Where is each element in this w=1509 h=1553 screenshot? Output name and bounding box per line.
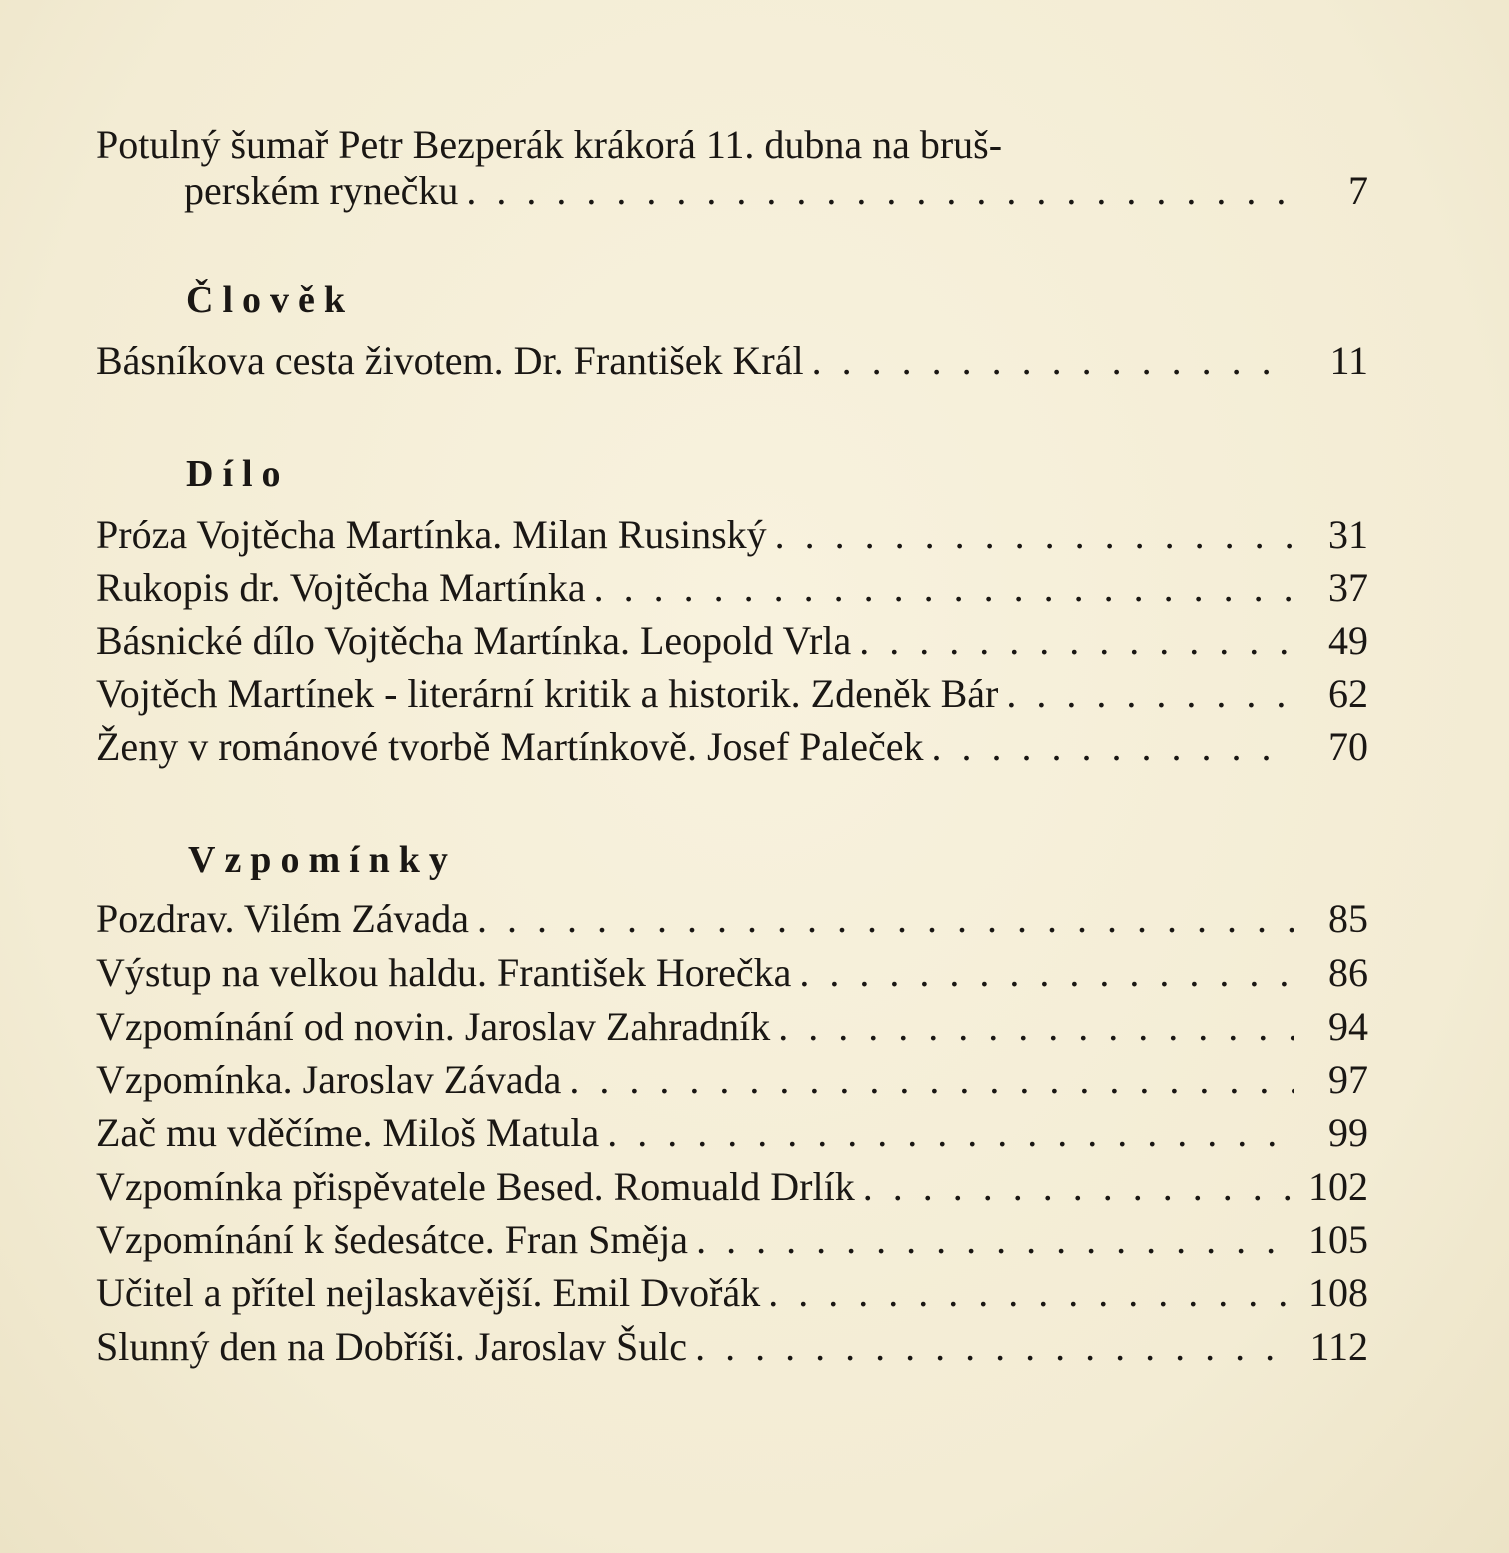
toc-entry-title: Ženy v románové tvorbě Martínkově. Josef Paleček: [96, 724, 924, 769]
toc-entry: [96, 614, 1368, 668]
dot-leader: [1006, 667, 1294, 721]
toc-entry: [96, 164, 1368, 218]
page-number: 99: [1328, 1110, 1368, 1155]
dot-leader: [778, 1000, 1294, 1054]
toc-entry: [96, 1320, 1368, 1374]
toc-entry: [96, 892, 1368, 946]
toc-entry-title: Výstup na velkou haldu. František Horečka: [96, 950, 792, 995]
toc-entry: [96, 1266, 1368, 1320]
dot-leader: [932, 720, 1294, 774]
page-number: 7: [1348, 168, 1368, 213]
toc-entry: [96, 667, 1368, 721]
toc-entry: [96, 720, 1368, 774]
toc-entry: [96, 561, 1368, 615]
dot-leader: [859, 614, 1294, 668]
page-number: 31: [1328, 512, 1368, 557]
toc-entry-title: Básníkova cesta životem. Dr. František Král: [96, 338, 804, 383]
toc-entry-title: Vzpomínání od novin. Jaroslav Zahradník: [96, 1004, 771, 1049]
toc-entry-title: perském rynečku: [184, 168, 459, 213]
page-number: 112: [1309, 1324, 1368, 1369]
toc-entry: [96, 334, 1368, 388]
toc-entry-title: Rukopis dr. Vojtěcha Martínka: [96, 565, 586, 610]
page-number: 102: [1308, 1164, 1368, 1209]
page-number: 62: [1328, 671, 1368, 716]
toc-entry: [96, 1053, 1368, 1107]
toc-entry-title: Vojtěch Martínek - literární kritik a historik. Zdeněk Bár: [96, 671, 999, 716]
dot-leader: [812, 334, 1294, 388]
dot-leader: [799, 946, 1294, 1000]
dot-leader: [695, 1320, 1294, 1374]
toc-entry-title: Potulný šumař Petr Bezperák krákorá 11. dubna na bruš-: [96, 122, 1003, 167]
dot-leader: [569, 1053, 1294, 1107]
section-heading: Vzpomínky: [188, 839, 457, 881]
toc-entry: [96, 1213, 1368, 1267]
dot-leader: [768, 1266, 1294, 1320]
section-heading: Člověk: [186, 279, 354, 321]
dot-leader: [477, 892, 1294, 946]
toc-entry: [96, 1106, 1368, 1160]
toc-entry: [96, 1160, 1368, 1214]
toc-entry-title: Zač mu vděčíme. Miloš Matula: [96, 1110, 600, 1155]
page-number: 94: [1328, 1004, 1368, 1049]
toc-entry-title: Vzpomínka. Jaroslav Závada: [96, 1057, 562, 1102]
page-number: 11: [1329, 338, 1368, 383]
page-number: 37: [1328, 565, 1368, 610]
toc-entry-title: Vzpomínání k šedesátce. Fran Směja: [96, 1217, 689, 1262]
page-number: 86: [1328, 950, 1368, 995]
toc-entry-title: Učitel a přítel nejlaskavější. Emil Dvořák: [96, 1270, 761, 1315]
toc-entry-title: Básnické dílo Vojtěcha Martínka. Leopold Vrla: [96, 618, 852, 663]
dot-leader: [607, 1106, 1294, 1160]
page-number: 85: [1328, 896, 1368, 941]
toc-entry-title: Slunný den na Dobříši. Jaroslav Šulc: [96, 1324, 688, 1369]
section-heading: Dílo: [186, 453, 290, 495]
dot-leader: [775, 508, 1294, 562]
page-number: 49: [1328, 618, 1368, 663]
page-number: 97: [1328, 1057, 1368, 1102]
toc-entry-title: Vzpomínka přispěvatele Besed. Romuald Drlík: [96, 1164, 855, 1209]
page-number: 70: [1328, 724, 1368, 769]
dot-leader: [466, 164, 1294, 218]
toc-entry: [96, 508, 1368, 562]
toc-entry-title: Pozdrav. Vilém Závada: [96, 896, 470, 941]
toc-entry: [96, 946, 1368, 1000]
toc-entry: [96, 1000, 1368, 1054]
dot-leader: [863, 1160, 1294, 1214]
toc-entry-title: Próza Vojtěcha Martínka. Milan Rusinský: [96, 512, 767, 557]
page-number: 105: [1308, 1217, 1368, 1262]
dot-leader: [594, 561, 1294, 615]
dot-leader: [696, 1213, 1294, 1267]
page-number: 108: [1308, 1270, 1368, 1315]
